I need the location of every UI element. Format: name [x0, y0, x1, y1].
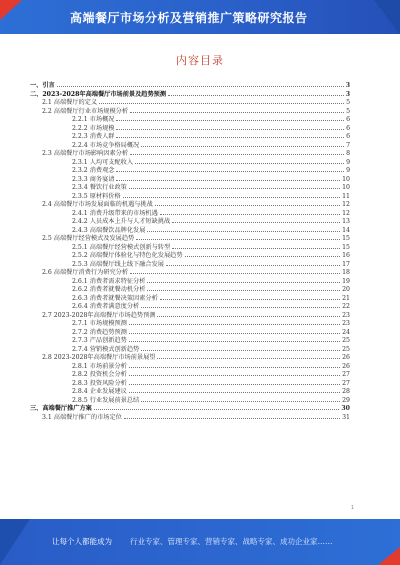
- dot-leader: [130, 112, 344, 113]
- toc-entry-page: 29: [342, 396, 350, 404]
- toc-entry[interactable]: [30, 371, 350, 380]
- toc-entry-page: 5: [346, 99, 350, 106]
- toc-entry-page: 10: [342, 184, 350, 191]
- footer-banner: [0, 519, 400, 565]
- toc-entry[interactable]: [30, 235, 350, 244]
- toc-entry-page: 15: [342, 235, 350, 242]
- dot-leader: [99, 103, 344, 104]
- toc-entry-label: 2.8.2 投资机会分析: [72, 371, 127, 378]
- toc-entry-label: 2.6.3 消费者就餐决策因素分析: [72, 294, 158, 302]
- footer-slash-decoration: [0, 519, 30, 565]
- toc-entry[interactable]: [30, 108, 350, 117]
- toc-entry[interactable]: [30, 278, 350, 287]
- dot-leader: [185, 256, 341, 257]
- toc-entry-page: 23: [342, 311, 350, 319]
- dot-leader: [147, 282, 340, 283]
- dot-leader: [94, 409, 340, 410]
- toc-entry[interactable]: [30, 252, 350, 261]
- toc-entry-label: 二、2023-2028年高端餐厅市场前景及趋势预测: [30, 90, 167, 98]
- toc-entry[interactable]: [30, 346, 350, 355]
- toc-entry[interactable]: [30, 363, 350, 372]
- toc-entry-page: 6: [346, 116, 350, 123]
- document-title: 高端餐厅市场分析及营销推广策略研究报告: [70, 11, 308, 25]
- toc-entry-label: 2.8.1 市场前景分析: [72, 362, 127, 370]
- toc-entry-label: 2.4.2 人员成本上升与人才短缺挑战: [72, 218, 171, 225]
- dot-leader: [129, 188, 340, 189]
- dot-leader: [124, 418, 340, 419]
- toc-entry[interactable]: [30, 227, 350, 236]
- toc-entry-label: 2.2.4 市场竞争格局概况: [72, 141, 140, 149]
- toc-entry-page: 31: [342, 413, 350, 421]
- toc-entry-page: 18: [342, 269, 350, 276]
- dot-leader: [155, 205, 340, 206]
- toc-entry-page: 20: [342, 286, 350, 293]
- toc-entry-page: 25: [342, 345, 350, 353]
- toc-entry[interactable]: [30, 261, 350, 270]
- dot-leader: [129, 375, 340, 376]
- dot-leader: [160, 299, 340, 300]
- toc-entry-page: 3: [345, 90, 350, 98]
- toc-entry-label: 2.8.5 行业发展前景总结: [72, 396, 140, 404]
- toc-entry-label: 2.5 高端餐厅经营模式及发展趋势: [42, 235, 135, 242]
- toc-entry[interactable]: [30, 218, 350, 227]
- toc-entry-page: 27: [342, 371, 350, 378]
- toc-entry-page: 16: [342, 252, 350, 259]
- toc-entry-page: 26: [342, 362, 350, 370]
- toc-entry[interactable]: [30, 295, 350, 304]
- dot-leader: [130, 154, 344, 155]
- dot-leader: [116, 137, 344, 138]
- toc-entry[interactable]: [30, 142, 350, 151]
- toc-entry[interactable]: [30, 91, 350, 100]
- toc-entry-page: 9: [346, 167, 350, 174]
- toc-entry-label: 2.7.4 营销模式创新趋势: [72, 345, 140, 353]
- toc-heading: 内容目录: [176, 54, 224, 67]
- toc-entry[interactable]: [30, 269, 350, 278]
- toc-entry-page: 11: [342, 192, 350, 200]
- dot-leader: [147, 231, 340, 232]
- toc-entry[interactable]: [30, 312, 350, 321]
- toc-entry-page: 15: [342, 243, 350, 251]
- toc-entry-label: 2.5.1 高端餐厅经营模式创新与转型: [72, 243, 171, 251]
- toc-entry-page: 12: [342, 201, 350, 208]
- toc-entry[interactable]: [30, 201, 350, 210]
- dot-leader: [157, 358, 340, 359]
- dot-leader: [141, 307, 340, 308]
- toc-entry-label: 2.2.1 市场概况: [72, 116, 115, 123]
- page-marker: 1: [350, 505, 354, 511]
- dot-leader: [129, 333, 340, 334]
- toc-entry-label: 2.1 高端餐厅的定义: [42, 99, 98, 106]
- dot-leader: [172, 222, 340, 223]
- toc-entry[interactable]: [30, 150, 350, 159]
- toc-entry-label: 2.3.5 原材料价格: [72, 192, 121, 200]
- toc-entry[interactable]: [30, 125, 350, 134]
- toc-entry-page: 13: [342, 218, 350, 225]
- toc-entry-page: 30: [341, 405, 350, 412]
- toc-entry-page: 24: [342, 328, 350, 336]
- toc-entry-page: 23: [342, 320, 350, 327]
- toc-entry-page: 6: [346, 133, 350, 140]
- toc-entry-label: 2.3.4 餐饮行业政策: [72, 184, 127, 191]
- footer-slogan: 让每个人都能成为: [52, 537, 112, 546]
- toc-entry-label: 2.6.1 消费者需求特征分析: [72, 277, 146, 285]
- footer-roles: 行业专家、管理专家、营销专家、战略专家、成功企业家……: [130, 537, 333, 546]
- toc-entry[interactable]: [30, 354, 350, 363]
- toc-entry[interactable]: [30, 210, 350, 219]
- toc-entry-label: 2.6.2 消费者就餐动机分析: [72, 286, 146, 293]
- toc-entry[interactable]: [30, 320, 350, 329]
- toc-entry[interactable]: [30, 405, 350, 414]
- toc-entry-label: 2.2.2 市场规模: [72, 124, 115, 132]
- dot-leader: [116, 120, 344, 121]
- dot-leader: [135, 163, 344, 164]
- toc-entry-label: 2.2.3 消费人群: [72, 133, 115, 140]
- dot-leader: [147, 290, 340, 291]
- toc-entry-page: 17: [342, 260, 350, 268]
- toc-entry-page: 3: [345, 82, 350, 89]
- dot-leader: [141, 401, 340, 402]
- dot-leader: [129, 341, 340, 342]
- toc-entry-label: 2.7.1 市场规模预测: [72, 320, 127, 327]
- toc-entry[interactable]: [30, 286, 350, 295]
- toc-entry[interactable]: [30, 159, 350, 168]
- toc-entry-label: 2.8 2023-2028年高端餐厅市场前景展望: [42, 354, 156, 361]
- dot-leader: [116, 129, 344, 130]
- dot-leader: [129, 392, 340, 393]
- dot-leader: [129, 384, 340, 385]
- header-slash-decoration: [374, 0, 400, 34]
- toc-entry-page: 26: [342, 354, 350, 361]
- dot-leader: [57, 86, 344, 87]
- dot-leader: [116, 180, 340, 181]
- toc-entry-label: 2.4 高端餐厅市场发展面临的机遇与挑战: [42, 201, 153, 208]
- toc-entry-page: 19: [342, 277, 350, 285]
- toc-entry-label: 2.7.3 产品创新趋势: [72, 337, 127, 344]
- toc-entry[interactable]: [30, 99, 350, 108]
- toc-entry[interactable]: [30, 82, 350, 91]
- toc-entry-label: 3.1 高端餐厅推广的市场定位: [42, 413, 122, 421]
- toc-entry-page: 14: [342, 226, 350, 234]
- dot-leader: [136, 239, 340, 240]
- toc-entry-page: 27: [342, 379, 350, 387]
- toc-entry-label: 2.3.1 人均可支配收入: [72, 158, 134, 166]
- toc-entry-label: 2.4.3 高端餐饮品牌化发展: [72, 226, 146, 234]
- toc-entry-label: 2.5.2 高端餐厅体验化与特色化发展趋势: [72, 252, 183, 259]
- toc-entry-label: 2.3.3 商务宴请: [72, 175, 115, 183]
- toc-entry-label: 2.7.2 消费趋势预测: [72, 328, 127, 336]
- toc-entry-label: 三、高端餐厅推广方案: [30, 405, 92, 412]
- toc-entry-page: 21: [342, 294, 350, 302]
- toc-entry-label: 2.7 2023-2028年高端餐厅市场趋势预测: [42, 311, 156, 319]
- dot-leader: [141, 146, 344, 147]
- toc-entry[interactable]: [30, 388, 350, 397]
- toc-entry-page: 28: [342, 388, 350, 395]
- footer-red-corner: [378, 547, 400, 565]
- dot-leader: [123, 197, 340, 198]
- toc-entry[interactable]: [30, 337, 350, 346]
- toc-entry-label: 2.6.4 消费者满意度分析: [72, 303, 140, 310]
- dot-leader: [168, 95, 344, 96]
- toc-entry[interactable]: [30, 184, 350, 193]
- dot-leader: [129, 367, 340, 368]
- toc-entry-label: 2.3.2 消费观念: [72, 167, 115, 174]
- dot-leader: [141, 350, 340, 351]
- toc-entry[interactable]: [30, 397, 350, 406]
- table-of-contents: [30, 82, 350, 422]
- toc-entry-label: 2.3 高端餐厅市场影响因素分析: [42, 150, 129, 157]
- dot-leader: [130, 273, 340, 274]
- toc-entry-page: 9: [346, 158, 350, 166]
- header-banner: [0, 0, 400, 34]
- red-corner-decoration: [0, 0, 22, 20]
- toc-entry-page: 7: [346, 141, 350, 149]
- dot-leader: [160, 214, 340, 215]
- toc-entry[interactable]: [30, 303, 350, 312]
- toc-entry-page: 25: [342, 337, 350, 344]
- toc-entry-label: 一、引言: [30, 82, 55, 89]
- toc-entry-label: 2.6 高端餐厅消费行为研究分析: [42, 269, 129, 276]
- dot-leader: [129, 324, 340, 325]
- toc-entry[interactable]: [30, 193, 350, 202]
- toc-entry-label: 2.4.1 消费升级带来的市场机遇: [72, 209, 158, 217]
- toc-entry-page: 22: [342, 303, 350, 310]
- toc-entry-label: 2.2 高端餐厅行业市场规模分析: [42, 107, 129, 115]
- dot-leader: [157, 316, 340, 317]
- toc-entry[interactable]: [30, 244, 350, 253]
- dot-leader: [166, 265, 340, 266]
- toc-entry[interactable]: [30, 414, 350, 423]
- toc-entry-label: 2.5.3 高端餐厅线上线下融合发展: [72, 260, 164, 268]
- toc-entry-page: 8: [346, 150, 350, 157]
- toc-entry-page: 10: [342, 175, 350, 183]
- toc-entry-label: 2.8.3 投资风险分析: [72, 379, 127, 387]
- toc-entry-page: 5: [346, 107, 350, 115]
- toc-entry[interactable]: [30, 116, 350, 125]
- toc-entry-page: 6: [346, 124, 350, 132]
- toc-entry[interactable]: [30, 329, 350, 338]
- toc-entry[interactable]: [30, 380, 350, 389]
- dot-leader: [116, 171, 344, 172]
- toc-entry-label: 2.8.4 企业发展建议: [72, 388, 127, 395]
- toc-entry[interactable]: [30, 176, 350, 185]
- dot-leader: [172, 248, 340, 249]
- toc-entry[interactable]: [30, 133, 350, 142]
- toc-entry-page: 12: [342, 209, 350, 217]
- toc-entry[interactable]: [30, 167, 350, 176]
